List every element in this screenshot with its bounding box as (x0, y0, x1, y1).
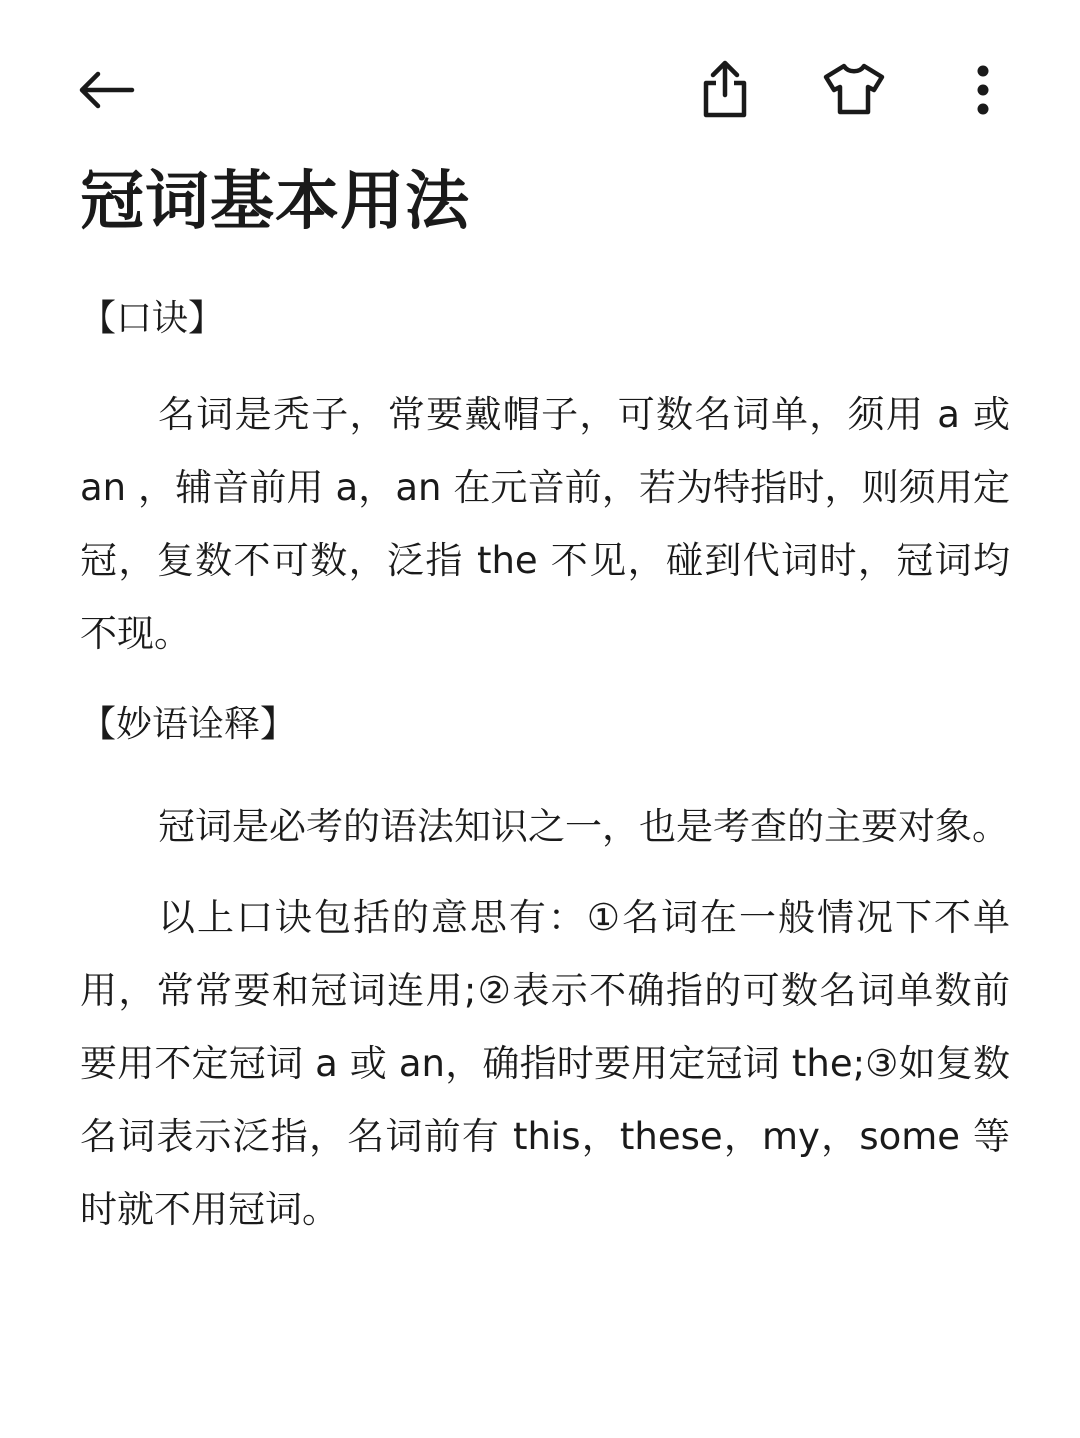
article-body (80, 288, 1010, 1246)
top-toolbar (0, 0, 1080, 180)
back-arrow-icon (76, 70, 136, 110)
back-button[interactable] (70, 58, 142, 122)
tshirt-icon (822, 62, 886, 116)
section-heading-mnemonic: 【口诀】 (80, 298, 225, 339)
section-heading-explanation: 【妙语诠释】 (80, 704, 297, 745)
theme-button[interactable] (815, 55, 893, 123)
more-vertical-icon (973, 64, 993, 116)
explanation-paragraph-2: 以上口诀包括的意思有：①名词在一般情况下不单用，常常要和冠词连用;②表示不确指的可数名词单数前要用不定冠词 a 或 an，确指时要用定冠词 the;③如复数名词表示泛指，名词前有 this，these，my，some 等时就不用冠词。 (80, 896, 1010, 1231)
page-title: 冠词基本用法 (80, 165, 470, 239)
more-options-button[interactable] (958, 55, 1008, 125)
explanation-paragraph-1: 冠词是必考的语法知识之一，也是考查的主要对象。 (158, 805, 1009, 848)
share-icon (701, 59, 749, 119)
mnemonic-paragraph: 名词是秃子，常要戴帽子，可数名词单，须用 a 或 an ，辅音前用 a，an 在元音前，若为特指时，则须用定冠，复数不可数，泛指 the 不见，碰到代词时，冠词均不现。 (80, 393, 1010, 655)
share-button[interactable] (690, 52, 760, 126)
